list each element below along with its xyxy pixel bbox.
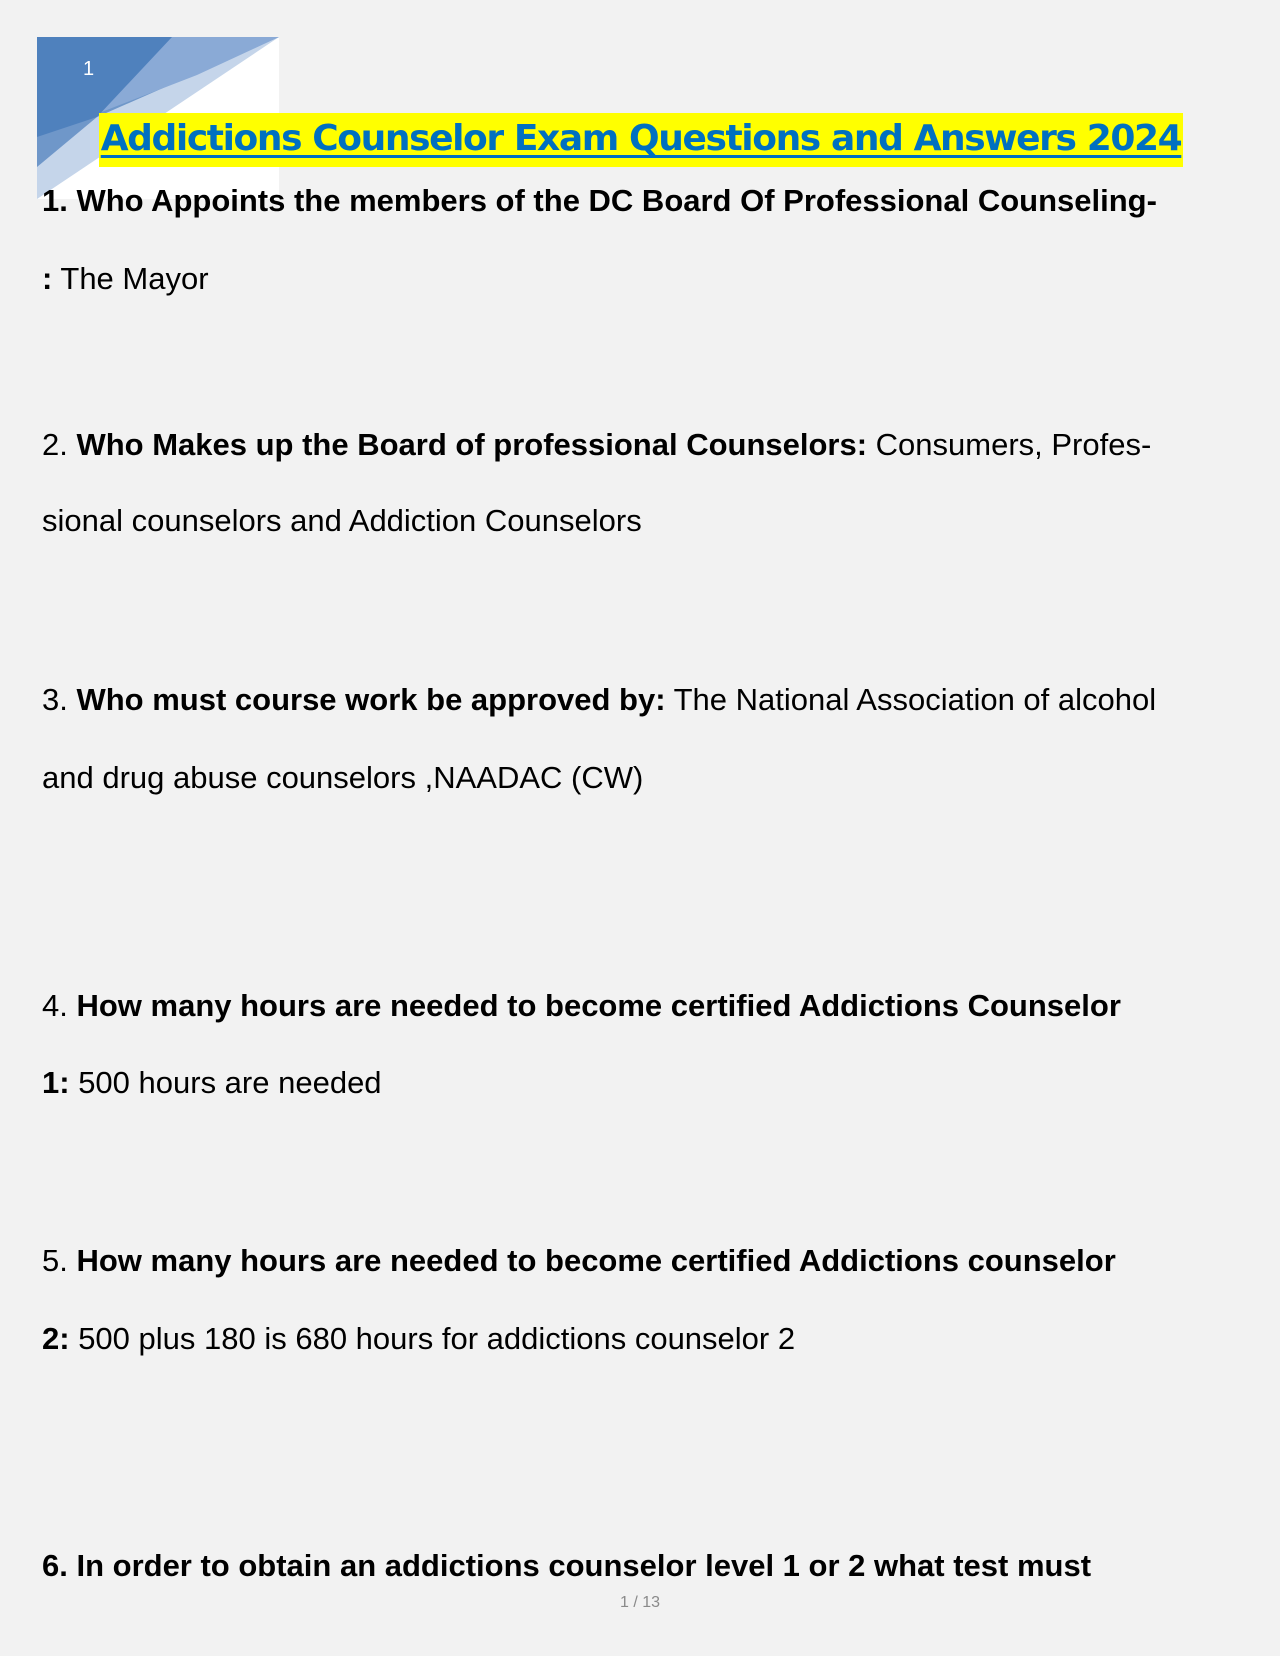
answer-3-text-part1: The National Association of alcohol bbox=[665, 682, 1157, 717]
question-4-text: How many hours are needed to become certified Addictions Counselor bbox=[76, 988, 1121, 1023]
question-6 bbox=[42, 1546, 1091, 1586]
question-6-text: 6. In order to obtain an addictions counselor level 1 or 2 what test must bbox=[42, 1548, 1092, 1583]
question-3-text: Who must course work be approved by: bbox=[76, 682, 666, 717]
question-1 bbox=[42, 181, 1157, 221]
question-4-text-end: 1: bbox=[42, 1065, 70, 1100]
question-4-number: 4. bbox=[42, 988, 77, 1023]
question-5-text-end: 2: bbox=[42, 1321, 70, 1356]
question-5-number: 5. bbox=[42, 1243, 77, 1278]
answer-1 bbox=[42, 259, 209, 299]
answer-2-text-part2: sional counselors and Addiction Counselors bbox=[42, 503, 642, 538]
question-2-number: 2. bbox=[42, 427, 77, 462]
question-5 bbox=[42, 1241, 1116, 1281]
question-2-text: Who Makes up the Board of professional Counselors: bbox=[76, 427, 868, 462]
question-1-text: 1. Who Appoints the members of the DC Board Of Professional Counseling- bbox=[42, 183, 1157, 218]
answer-3 bbox=[42, 758, 643, 798]
answer-2-text-part1: Consumers, Profes- bbox=[867, 427, 1152, 462]
question-2 bbox=[42, 425, 1151, 465]
answer-5 bbox=[42, 1319, 795, 1359]
document-title: Addictions Counselor Exam Questions and Answers 2024 bbox=[100, 118, 1182, 159]
answer-4 bbox=[42, 1063, 382, 1103]
answer-2 bbox=[42, 501, 642, 541]
title-highlight bbox=[99, 113, 1183, 167]
header-page-marker: 1 bbox=[83, 58, 95, 80]
page-indicator: 1 / 13 bbox=[619, 1594, 661, 1611]
question-3 bbox=[42, 680, 1156, 720]
question-4 bbox=[42, 986, 1121, 1026]
answer-1-text: The Mayor bbox=[52, 261, 209, 296]
question-5-text: How many hours are needed to become certified Addictions counselor bbox=[76, 1243, 1116, 1278]
answer-4-text: 500 hours are needed bbox=[69, 1065, 382, 1100]
answer-5-text: 500 plus 180 is 680 hours for addictions counselor 2 bbox=[69, 1321, 796, 1356]
answer-3-text-part2: and drug abuse counselors ,NAADAC (CW) bbox=[42, 760, 644, 795]
answer-1-colon: : bbox=[42, 261, 53, 296]
question-3-number: 3. bbox=[42, 682, 77, 717]
